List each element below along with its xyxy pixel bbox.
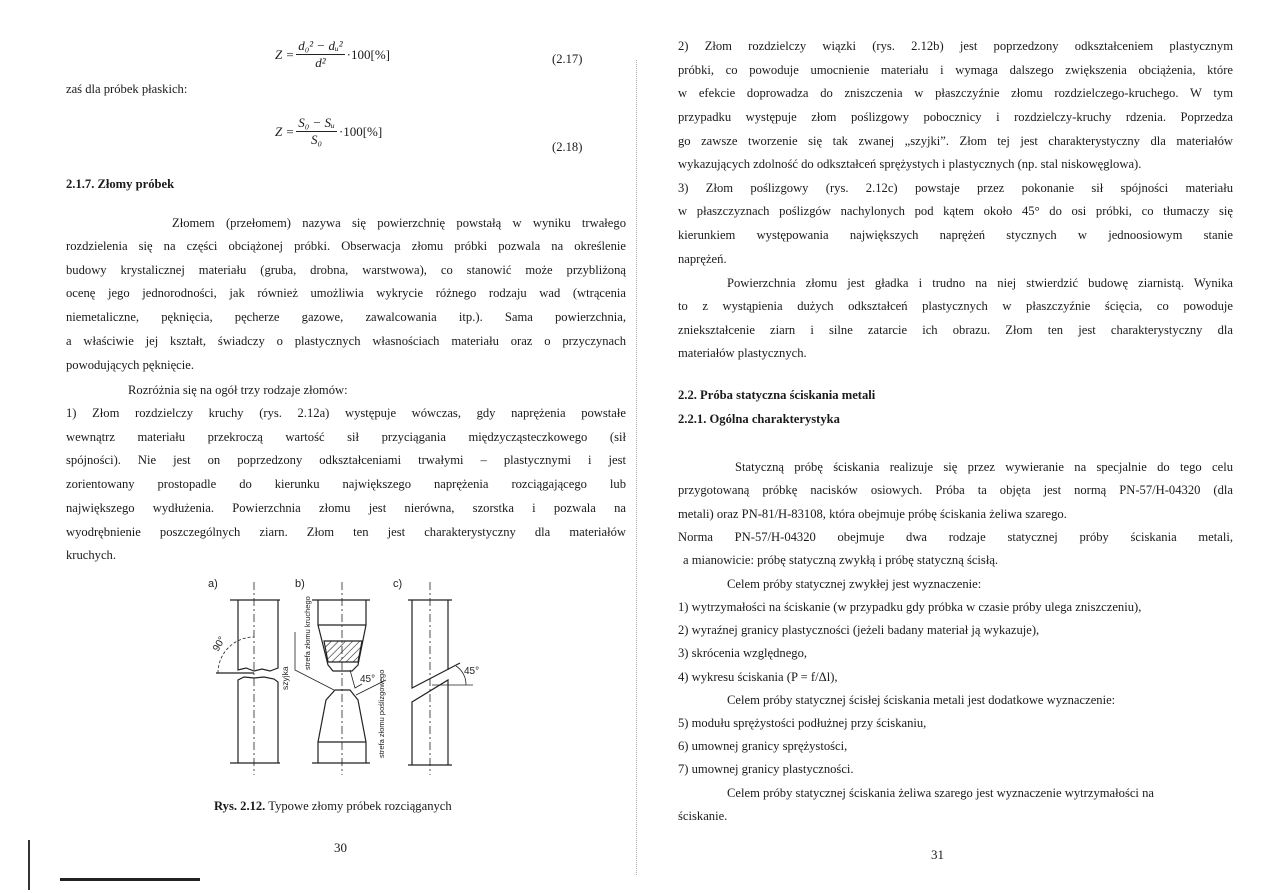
slip-zone-label: strefa złomu poślizgowego — [377, 669, 386, 758]
text-line: 1) wytrzymałości na ściskanie (w przypadku gdy próbka w czasie próby ulega zniszczeniu), — [678, 600, 1142, 614]
figure-label-c: c) — [393, 578, 403, 590]
text-line: materiałów plastycznych. — [678, 346, 807, 360]
text-line: wyodrębnienie poszczególnych ziarn. Złom ten jest charakterystyczny dla materiałów — [66, 525, 626, 539]
angle-90-label: 90° — [211, 634, 229, 654]
text-line: 3) Złom poślizgowy (rys. 2.12c) powstaje przez pokonanie sił spójności materiału — [678, 181, 1233, 195]
specimen-c-drawing — [408, 582, 473, 775]
specimen-a-drawing — [216, 582, 280, 775]
formula-lhs: Z = — [275, 46, 295, 62]
scan-artifact — [60, 878, 200, 881]
text-line: kruchych. — [66, 548, 117, 562]
equation-number: (2.17) — [552, 52, 583, 66]
text-line: zniekształcenie ziarn i silne zatarcie ich obrazu. Złom ten jest charakterystyczny dla — [678, 323, 1233, 337]
formula-denominator: S₀ — [311, 132, 323, 147]
text-line: 2) Złom rozdzielczy wiązki (rys. 2.12b) jest poprzedzony odkształceniem plastycznym — [678, 39, 1233, 53]
section-heading: 2.2. Próba statyczna ściskania metali — [678, 388, 876, 402]
fracture-types-figure — [190, 570, 490, 780]
text-line: to z wystąpienia dużych odkształceń plastycznych w płaszczyźnie ścięcia, co powoduje — [678, 299, 1233, 313]
formula-numerator: d₀² − dᵤ² — [298, 38, 343, 53]
text-line: ocenę jego jednorodności, jak również umożliwia wykrycie różnego rodzaju wad (wtrącenia — [66, 286, 626, 300]
text-line: go zawsze tworzenie się tak zwanej „szyjki”. Złom tej jest charakterystyczny dla materiałów — [678, 134, 1233, 148]
text-line: rozdzielenia się na części obciążonej próbki. Obserwacja złomu próbki pozwala na określenie — [66, 239, 626, 253]
text-line: ściskanie. — [678, 809, 728, 823]
text-line: Złomem (przełomem) nazywa się powierzchnię powstałą w wyniku trwałego — [172, 216, 626, 230]
text-line: największego wydłużenia. Powierzchnia złomu jest nierówna, szorstka i pozwala na — [66, 501, 626, 515]
formula-rhs: ·100[%] — [338, 123, 383, 139]
brittle-zone-label: strefa złomu kruchego — [303, 596, 312, 670]
figure-label-a: a) — [208, 578, 218, 590]
text-line: a właściwie jej kształt, świadczy o plastycznych własnościach materiału oraz o przyczynach — [66, 334, 626, 348]
text-line: kierunkiem występowania największych naprężeń stycznych w jednoosiowym stanie — [678, 228, 1233, 242]
section-heading: 2.1.7. Złomy próbek — [66, 177, 175, 191]
figure-caption — [214, 798, 452, 814]
text-line: 4) wykresu ściskania (P = f/Δl), — [678, 670, 838, 684]
text-line: próbki, co powoduje umocnienie materiału i wymaga dalszego zwiększenia obciążenia, które — [678, 63, 1233, 77]
text-line: Celem próby statycznej zwykłej jest wyznaczenie: — [727, 577, 982, 591]
text-line: 2) wyraźnej granicy plastyczności (jeżeli badany materiał ją wykazuje), — [678, 623, 1040, 637]
text-line: spójności). Nie jest on poprzedzony odkształceniami trwałymi – plastycznymi i jest — [66, 453, 626, 467]
text-line: Celem próby statycznej ściskania żeliwa szarego jest wyznaczenie wytrzymałości na — [727, 786, 1154, 800]
text-line: Celem próby statycznej ścisłej ściskania metali jest dodatkowe wyznaczenie: — [727, 693, 1116, 707]
text-line: Powierzchnia złomu jest gładka i trudno na niej stwierdzić budowę ziarnistą. Wynika — [727, 276, 1233, 290]
neck-label: szyjka — [280, 666, 290, 690]
formula-2-18 — [275, 115, 382, 148]
text-line: Norma PN-57/H-04320 obejmuje dwa rodzaje statycznej próby ściskania metali, — [678, 530, 1233, 544]
formula-2-17 — [275, 38, 390, 71]
text-line: przypadku występuje złom poślizgowy pobocznicy i rozdzielczy-kruchy rdzenia. Poprzedza — [678, 110, 1233, 124]
text-line: zaś dla próbek płaskich: — [66, 82, 188, 96]
text-line: budowy krystalicznej materiału (gruba, drobna, warstwowa), co stanowić może przybliżoną — [66, 263, 626, 277]
text-line: 6) umownej granicy sprężystości, — [678, 739, 848, 753]
text-line: w efekcie doprowadza do zniszczenia w płaszczyźnie złomu rozdzielczego-kruchego. W tym — [678, 86, 1233, 100]
figure-label-b: b) — [295, 578, 305, 590]
text-line: 3) skrócenia względnego, — [678, 646, 808, 660]
text-line: wewnątrz materiału przekroczą wartość sił przyciągania międzycząsteczkowego (sił — [66, 430, 626, 444]
text-line: naprężeń. — [678, 252, 727, 266]
text-line: 7) umownej granicy plastyczności. — [678, 762, 854, 776]
formula-numerator: S₀ − Sᵤ — [298, 115, 335, 130]
text-line: przygotowaną próbkę nacisków osiowych. Próba ta objęta jest normą PN-57/H-04320 (dla — [678, 483, 1233, 497]
text-line: niemetaliczne, pęknięcia, pęcherze gazowe, zawalcowania itp.). Sama powierzchnia, — [66, 310, 626, 324]
page-number-left: 30 — [334, 840, 347, 855]
text-line: w płaszczyznach poślizgów nachylonych pod kątem około 45° do osi próbki, co tłumaczy się — [678, 204, 1233, 218]
text-line: Statyczną próbę ściskania realizuje się przez wywieranie na specjalnie do tego celu — [735, 460, 1233, 474]
text-line: zorientowany prostopadle do kierunku największego naprężenia rozciągającego lub — [66, 477, 626, 491]
text-line: 5) modułu sprężystości podłużnej przy ściskaniu, — [678, 716, 927, 730]
caption-label: Rys. 2.12. — [214, 799, 266, 813]
text-line: powodujących pęknięcie. — [66, 358, 194, 372]
formula-rhs: ·100[%] — [346, 46, 390, 62]
section-heading: 2.2.1. Ogólna charakterystyka — [678, 412, 840, 426]
scan-artifact — [28, 840, 30, 890]
formula-lhs: Z = — [275, 123, 295, 139]
angle-45-label-c: 45° — [464, 666, 480, 677]
text-line: metali) oraz PN-81/H-83108, która obejmuje próbę ściskania żeliwa szarego. — [678, 507, 1067, 521]
equation-number: (2.18) — [552, 140, 583, 154]
formula-fraction — [296, 115, 337, 148]
text-line: Rozróżnia się na ogół trzy rodzaje złomów: — [128, 383, 348, 397]
angle-45-label-b: 45° — [360, 674, 376, 685]
text-line: 1) Złom rozdzielczy kruchy (rys. 2.12a) występuje wówczas, gdy naprężenia powstałe — [66, 406, 626, 420]
text-line: wykazujących zdolność do odkształceń sprężystych i plastycznych (np. stal niskowęglowa). — [678, 157, 1142, 171]
formula-denominator: d² — [315, 55, 326, 70]
page-gutter-divider — [636, 60, 637, 875]
text-line: a mianowicie: próbę statyczną zwykłą i próbę statyczną ścisłą. — [683, 553, 999, 567]
formula-fraction — [296, 38, 344, 71]
caption-text: Typowe złomy próbek rozciąganych — [268, 799, 452, 813]
page-number-right: 31 — [931, 847, 944, 862]
